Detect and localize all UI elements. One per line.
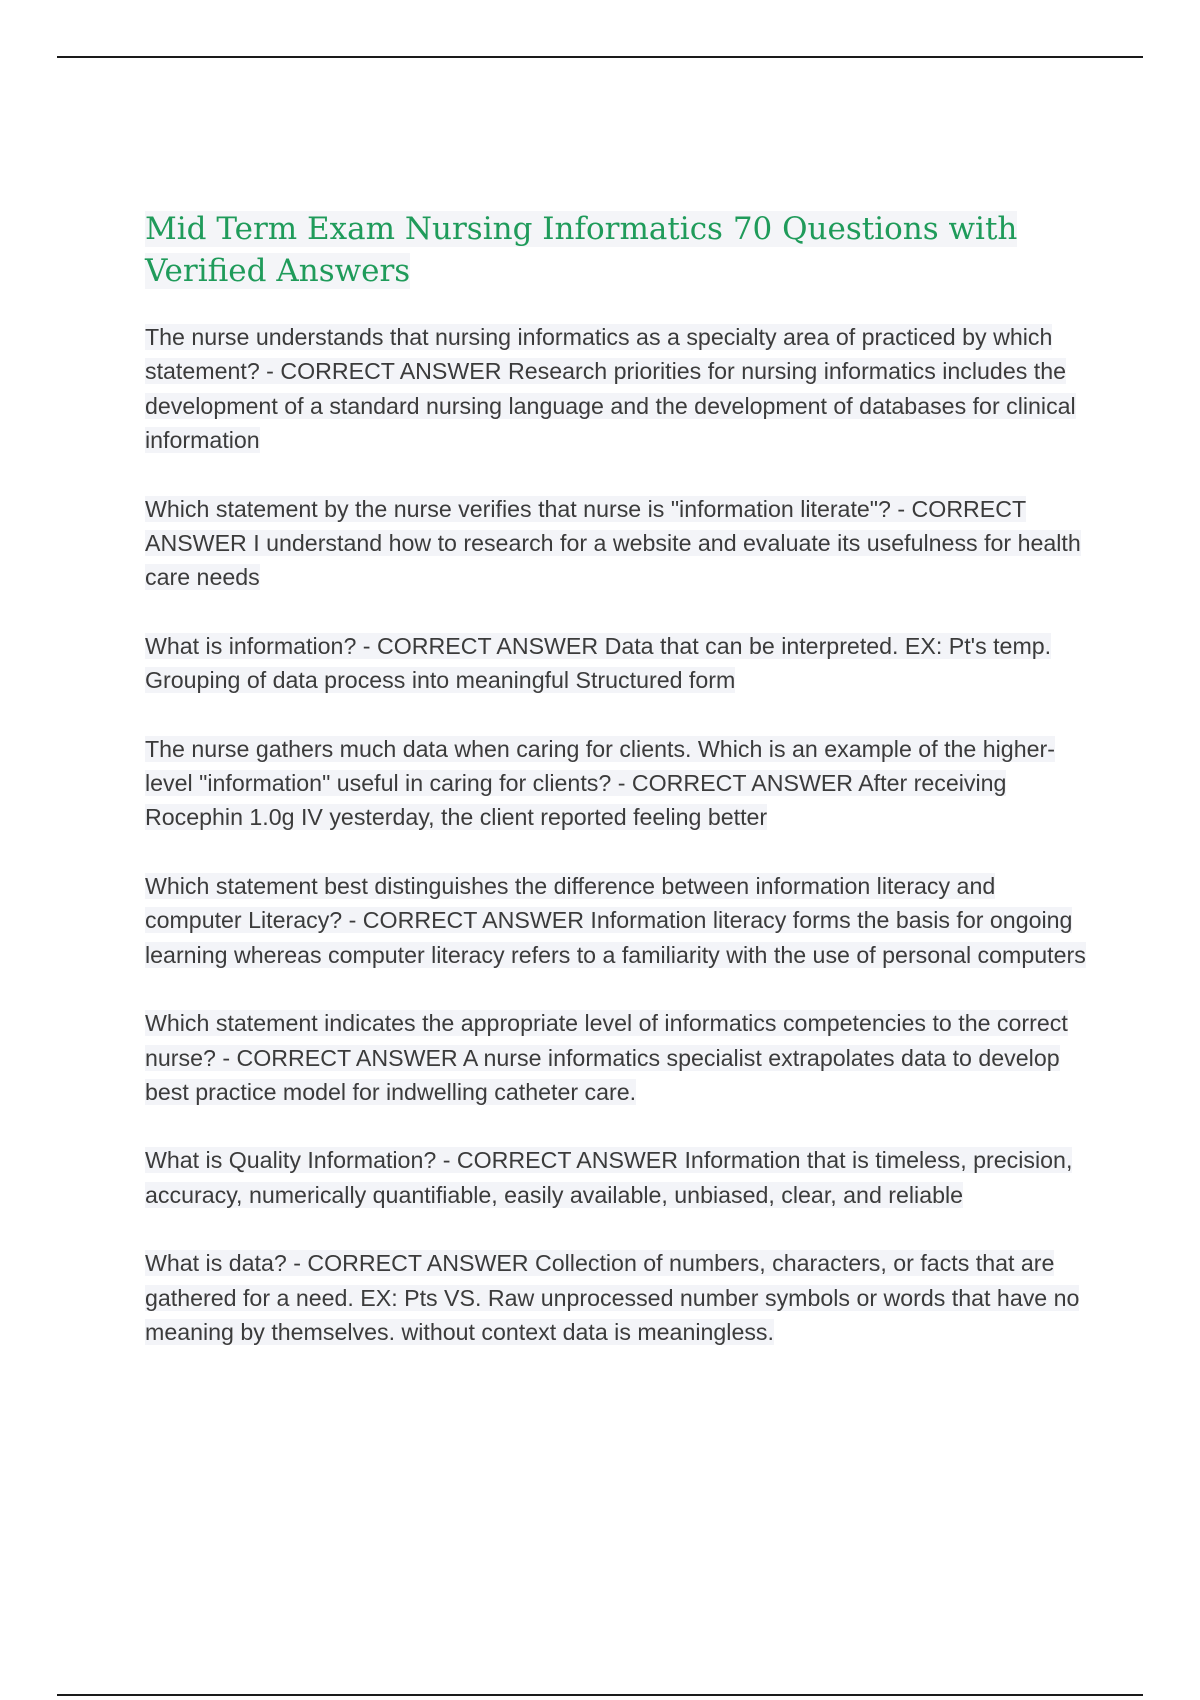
separator: - bbox=[890, 495, 912, 522]
question-text: What is Quality Information? bbox=[145, 1147, 437, 1174]
separator: - bbox=[611, 770, 632, 797]
separator: - bbox=[215, 1044, 237, 1071]
qa-item bbox=[145, 629, 1090, 698]
answer-label: CORRECT ANSWER bbox=[631, 770, 854, 797]
qa-item bbox=[145, 320, 1090, 458]
question-text: Which statement by the nurse verifies that nurse is "information literate"? bbox=[145, 495, 891, 522]
document-body bbox=[145, 208, 1090, 1383]
answer-label: CORRECT ANSWER bbox=[145, 495, 1026, 557]
answer-text: After receiving Rocephin 1.0g IV yesterday, the client reported feeling better bbox=[145, 770, 1007, 831]
qa-item bbox=[145, 732, 1090, 835]
separator: - bbox=[259, 358, 281, 385]
answer-text: A nurse informatics specialist extrapolates data to develop best practice model for indwelling catheter care. bbox=[145, 1044, 1060, 1105]
qa-item bbox=[145, 1246, 1090, 1349]
question-text: The nurse understands that nursing informatics as a specialty area of practiced by which statement? bbox=[145, 324, 1053, 385]
answer-text: Data that can be interpreted. EX: Pt's temp. Grouping of data process into meaningful Structured form bbox=[145, 632, 1052, 694]
question-text: Which statement best distinguishes the difference between information literacy and computer Literacy? bbox=[145, 872, 996, 934]
separator: - bbox=[436, 1147, 457, 1174]
question-text: The nurse gathers much data when caring for clients. Which is an example of the higher-level "information" useful in caring for clients? bbox=[145, 735, 1055, 797]
separator: - bbox=[356, 632, 377, 659]
answer-text: I understand how to research for a website and evaluate its usefulness for health care needs bbox=[145, 530, 1081, 591]
answer-text: Information that is timeless, precision, accuracy, numerically quantifiable, easily available, unbiased, clear, and reliable bbox=[145, 1147, 1073, 1208]
qa-item bbox=[145, 869, 1090, 972]
document-title bbox=[145, 208, 1090, 292]
answer-label: CORRECT ANSWER bbox=[280, 358, 502, 385]
qa-item bbox=[145, 1143, 1090, 1212]
answer-label: CORRECT ANSWER bbox=[456, 1147, 679, 1174]
footer-rule bbox=[57, 1694, 1143, 1696]
separator: - bbox=[342, 907, 363, 934]
answer-label: CORRECT ANSWER bbox=[376, 632, 599, 659]
answer-label: CORRECT ANSWER bbox=[307, 1250, 529, 1277]
answer-label: CORRECT ANSWER bbox=[236, 1044, 458, 1071]
header-rule bbox=[57, 56, 1143, 58]
question-text: What is data? bbox=[145, 1250, 287, 1277]
qa-item bbox=[145, 492, 1090, 595]
question-text: Which statement indicates the appropriate level of informatics competencies to the correct nurse? bbox=[145, 1010, 1068, 1071]
answer-label: CORRECT ANSWER bbox=[362, 907, 584, 934]
answer-text: Research priorities for nursing informatics includes the development of a standard nursing language and the development of databases for clinical information bbox=[145, 358, 1076, 454]
document-title-text: Mid Term Exam Nursing Informatics 70 Questions with Verified Answers bbox=[145, 211, 1018, 289]
qa-item bbox=[145, 1006, 1090, 1109]
answer-text: Information literacy forms the basis for ongoing learning whereas computer literacy refers to a familiarity with the use of personal computers bbox=[145, 907, 1086, 968]
separator: - bbox=[286, 1250, 308, 1277]
answer-text: Collection of numbers, characters, or facts that are gathered for a need. EX: Pts VS. Raw unprocessed number symbols or words that have no meaning by themselves. without context data is meaningless. bbox=[145, 1250, 1080, 1345]
question-text: What is information? bbox=[145, 632, 357, 659]
